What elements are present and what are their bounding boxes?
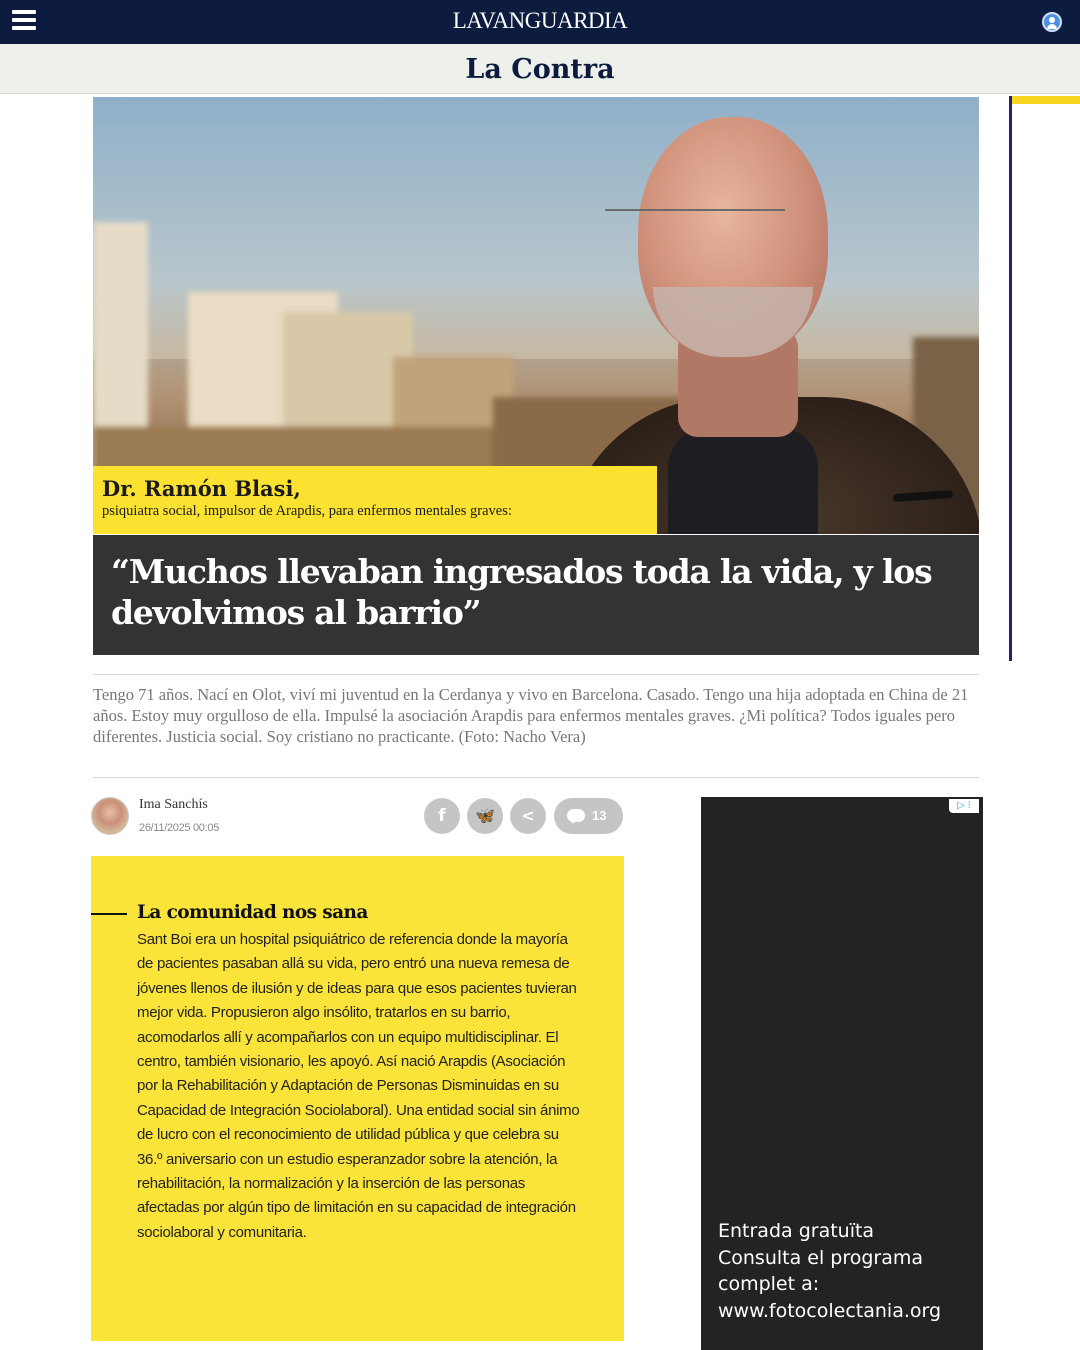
article-headline: “Muchos llevaban ingresados toda la vida, y los devolvimos al barrio” bbox=[111, 552, 932, 632]
user-account-icon[interactable] bbox=[1042, 12, 1062, 32]
author-avatar[interactable] bbox=[91, 797, 129, 835]
highlight-title: La comunidad nos sana bbox=[137, 902, 368, 923]
divider bbox=[93, 777, 979, 778]
subject-role: psiquiatra social, impulsor de Arapdis, para enfermos mentales graves: bbox=[102, 503, 512, 519]
share-icon: < bbox=[521, 806, 535, 825]
facebook-share-button[interactable] bbox=[424, 798, 460, 834]
article-bio: Tengo 71 años. Nací en Olot, viví mi juventud en la Cerdanya y vivo en Barcelona. Casado. Tengo una hija adoptada en China de 21 años. Estoy muy orgulloso de ella. Impulsé la asociación Arapdis para enfermos mentales graves. ¿Mi política? Todos iguales pero diferentes. Justicia social. Soy cristiano no practicante. (Foto: Nacho Vera) bbox=[93, 685, 969, 746]
ad-line: Consulta el programa bbox=[718, 1246, 924, 1269]
ad-text bbox=[718, 1218, 978, 1324]
advertisement[interactable] bbox=[701, 797, 983, 1350]
ad-line: Entrada gratuïta bbox=[718, 1220, 875, 1242]
top-navigation-bar bbox=[0, 0, 1080, 44]
site-logo[interactable]: LAVANGUARDIA bbox=[452, 8, 628, 33]
right-accent-bar bbox=[1012, 96, 1080, 104]
highlight-dash bbox=[91, 913, 127, 915]
facebook-icon: f bbox=[438, 806, 446, 826]
subject-caption bbox=[93, 466, 657, 534]
right-accent-line bbox=[1009, 96, 1012, 661]
publish-date: 26/11/2025 00:05 bbox=[139, 822, 220, 834]
share-button[interactable] bbox=[510, 798, 546, 834]
ad-choices-icon[interactable]: ▷ ⁝ bbox=[949, 799, 979, 813]
photo-shirt bbox=[668, 427, 818, 534]
comments-count: 13 bbox=[592, 808, 607, 823]
section-title[interactable]: La Contra bbox=[465, 54, 615, 85]
highlight-text: Sant Boi era un hospital psiquiátrico de referencia donde la mayoría de pacientes pasaban allá su vida, pero entró una nueva remesa de jóvenes llenos de ilusión y de ideas para que esos pacientes tuvieran mejor vida. Propusieron algo insólito, tratarlos en su barrio, acomodarlos allí y acompañarlos con un equipo multidisciplinar. El centro, también visionario, les apoyó. Así nació Arapdis (Asociación por la Rehabilitación y Adaptación de Personas Disminuidas en su Capacidad de Integración Sociolaboral). Una entidad social sin ánimo de lucro con el reconocimiento de utilidad pública y que celebra su 36.º aniversario con un estudio esperanzador sobre la atención, la rehabilitación, la normalización y la inserción de las personas afectadas por algún tipo de limitación en su capacidad de integración sociolaboral y comunitaria. bbox=[137, 931, 580, 1241]
section-bar bbox=[0, 44, 1080, 94]
divider bbox=[93, 674, 979, 675]
comments-button[interactable] bbox=[554, 798, 623, 834]
bluesky-icon: 🦋 bbox=[475, 806, 495, 825]
comment-bubble-icon bbox=[567, 809, 585, 822]
ad-link[interactable]: www.fotocolectania.org bbox=[718, 1299, 942, 1322]
headline-box bbox=[93, 535, 979, 655]
photo-glasses bbox=[605, 209, 785, 237]
bluesky-share-button[interactable] bbox=[467, 798, 503, 834]
subject-name: Dr. Ramón Blasi, bbox=[102, 476, 301, 501]
author-name[interactable]: Ima Sanchís bbox=[139, 797, 208, 812]
ad-line: complet a: bbox=[718, 1273, 820, 1295]
